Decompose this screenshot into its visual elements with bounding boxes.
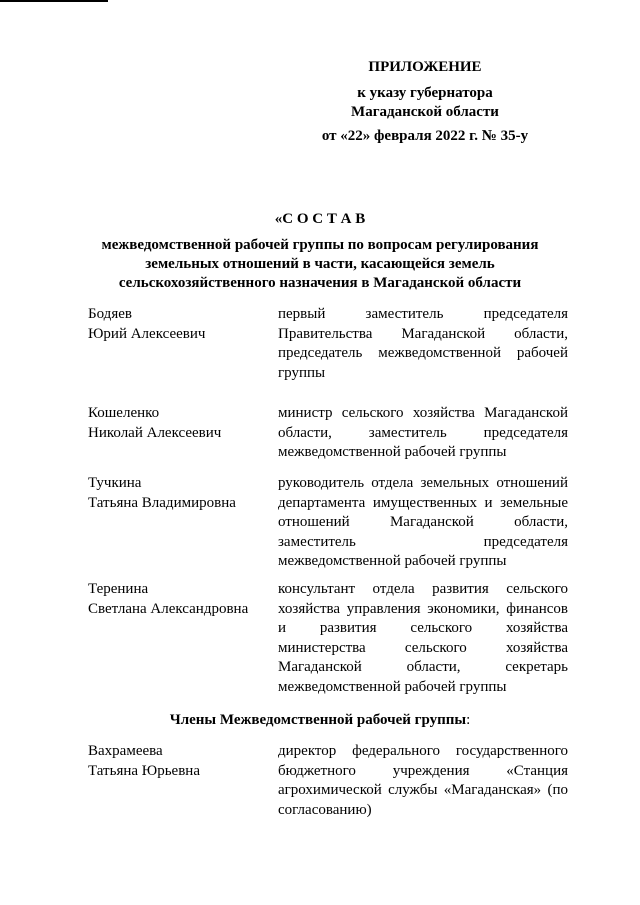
members-heading-colon: : [466, 712, 471, 728]
person-given-name: Николай Алексеевич [88, 424, 222, 441]
person-name [88, 474, 268, 513]
person-given-name: Татьяна Юрьевна [88, 762, 200, 779]
person-role: первый заместитель председателя Правительства Магаданской области, председатель межведомственной рабочей группы [278, 306, 568, 381]
heading-line-3: сельскохозяйственного назначения в Магаданской области [118, 275, 522, 291]
appendix-date: от «22» февраля 2022 г. № 35-у [321, 128, 529, 144]
appendix-line-1: к указу губернатора [357, 85, 493, 101]
heading-line-1: межведомственной рабочей группы по вопросам регулирования [101, 237, 539, 253]
person-surname: Тучкина [88, 475, 142, 491]
appendix-title: ПРИЛОЖЕНИЕ [368, 59, 482, 75]
person-surname: Вахрамеева [88, 743, 163, 759]
person-surname: Бодяев [88, 306, 132, 322]
person-given-name: Татьяна Владимировна [88, 494, 236, 511]
members-heading [0, 712, 640, 729]
person-name [88, 580, 268, 619]
person-surname: Теренина [88, 581, 149, 597]
person-given-name: Юрий Алексеевич [88, 325, 206, 342]
person-name [88, 742, 268, 781]
person-role: руководитель отдела земельных отношений департамента имущественных и земельные отношений Магаданской области, заместитель председателя межведомственной рабочей группы [278, 475, 568, 569]
person-name [88, 404, 268, 443]
person-given-name: Светлана Александровна [88, 600, 249, 617]
person-role: директор федерального государственного бюджетного учреждения «Станция агрохимической службы «Магаданская» (по согласованию) [278, 743, 568, 818]
appendix-line-2: Магаданской области [351, 104, 499, 120]
person-surname: Кошеленко [88, 405, 160, 421]
members-heading-text: Члены Межведомственной рабочей группы [169, 712, 467, 728]
top-rule [0, 0, 108, 2]
person-role: министр сельского хозяйства Магаданской области, заместитель председателя межведомственной рабочей группы [278, 405, 568, 460]
heading-title: «С О С Т А В [274, 211, 366, 227]
heading-line-2: земельных отношений в части, касающейся земель [145, 256, 495, 272]
person-name [88, 305, 268, 344]
person-role: консультант отдела развития сельского хозяйства управления экономики, финансов и развития сельского хозяйства министерства сельского хозяйства Магаданской области, секретарь межведомственной рабочей группы [278, 581, 568, 695]
